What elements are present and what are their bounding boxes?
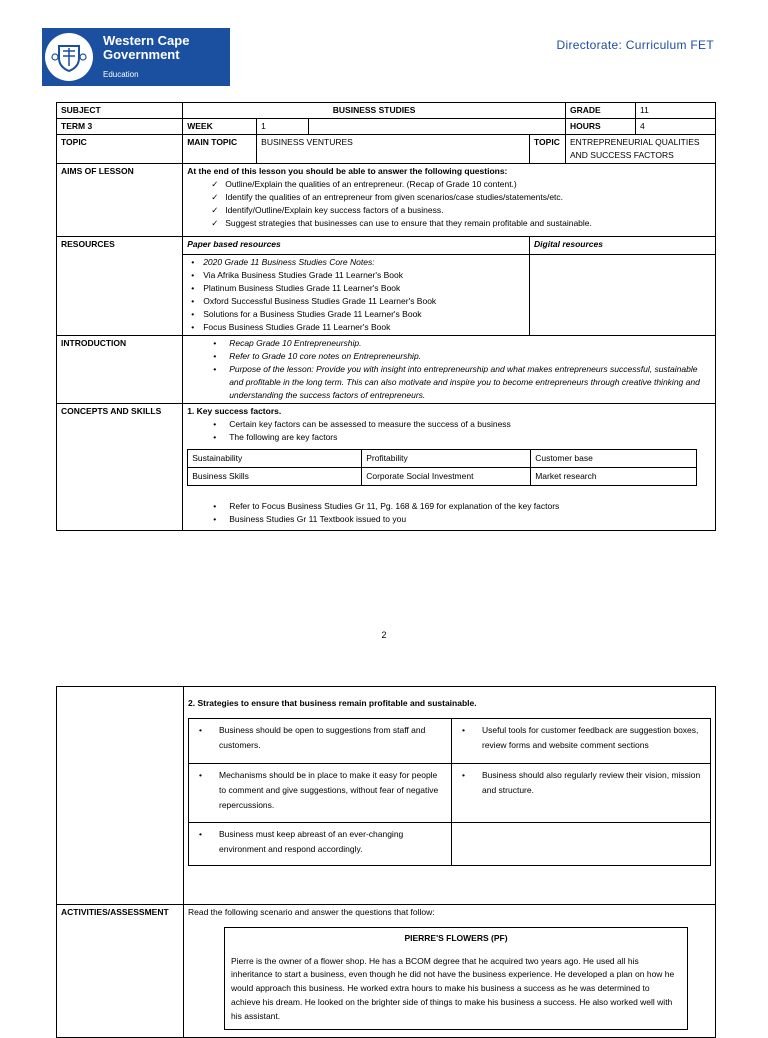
resource-item: • Platinum Business Studies Grade 11 Learner's Book <box>187 282 525 295</box>
factor-cell: Customer base <box>531 450 697 468</box>
aims-intro: At the end of this lesson you should be able to answer the following questions: <box>187 166 508 176</box>
concept-item: • The following are key factors <box>209 431 711 444</box>
hours-label: HOURS <box>566 119 636 135</box>
factor-cell: Corporate Social Investment <box>362 468 531 486</box>
empty-cell <box>309 119 566 135</box>
factor-cell: Business Skills <box>188 468 362 486</box>
digital-resources-label: Digital resources <box>530 237 716 255</box>
lesson-plan-table-page-2 <box>56 686 716 1038</box>
strategy-item: • Useful tools for customer feedback are suggestion boxes, review forms and website comment sections <box>458 723 704 753</box>
reference-item: • Refer to Focus Business Studies Gr 11, Pg. 168 & 169 for explanation of the key factors <box>209 500 711 513</box>
scenario-box <box>224 927 688 1030</box>
resource-item: • Solutions for a Business Studies Grade 11 Learner's Book <box>187 308 525 321</box>
grade-value: 11 <box>635 103 715 119</box>
logo-line-1: Western Cape <box>103 32 190 48</box>
strategies-row <box>57 687 716 905</box>
empty-strategy-cell <box>452 823 711 866</box>
subject-value: BUSINESS STUDIES <box>183 103 566 119</box>
subject-label: SUBJECT <box>57 103 183 119</box>
resource-item: • 2020 Grade 11 Business Studies Core Notes: <box>187 256 525 269</box>
week-value: 1 <box>257 119 309 135</box>
topic2-value: ENTREPRENEURIAL QUALITIES AND SUCCESS FACTORS <box>566 135 716 164</box>
concepts-list <box>209 418 711 444</box>
grade-label: GRADE <box>566 103 636 119</box>
strategies-heading: 2. Strategies to ensure that business remain profitable and sustainable. <box>188 698 477 708</box>
factor-cell: Sustainability <box>188 450 362 468</box>
intro-item: • Refer to Grade 10 core notes on Entrepreneurship. <box>209 350 711 363</box>
term-label: TERM 3 <box>57 119 183 135</box>
strategies-table <box>188 718 711 866</box>
subject-row <box>57 103 716 119</box>
aims-list <box>209 178 711 230</box>
strategies-label-cell <box>57 687 184 905</box>
wcg-logo <box>42 28 230 86</box>
resources-label: RESOURCES <box>57 237 183 336</box>
aim-item: ✓ Identify the qualities of an entrepreneur from given scenarios/case studies/statements/etc. <box>209 191 711 204</box>
week-label: WEEK <box>183 119 257 135</box>
topic2-label: TOPIC <box>530 135 566 164</box>
key-factors-table <box>187 449 697 486</box>
factor-cell: Market research <box>531 468 697 486</box>
lesson-plan-table <box>56 102 716 531</box>
introduction-label: INTRODUCTION <box>57 336 183 404</box>
resource-item: • Oxford Successful Business Studies Grade 11 Learner's Book <box>187 295 525 308</box>
aims-row <box>57 164 716 237</box>
main-topic-label: MAIN TOPIC <box>183 135 257 164</box>
logo-line-3: Education <box>103 70 139 80</box>
factor-cell: Profitability <box>362 450 531 468</box>
strategy-item: • Business should be open to suggestions from staff and customers. <box>195 723 445 753</box>
hours-value: 4 <box>635 119 715 135</box>
directorate-label: Directorate: Curriculum FET <box>556 38 714 52</box>
strategy-item: • Business must keep abreast of an ever-changing environment and respond accordingly. <box>195 827 445 857</box>
scenario-title: PIERRE'S FLOWERS (PF) <box>404 933 508 943</box>
introduction-row <box>57 336 716 404</box>
activities-row <box>57 905 716 1038</box>
page-number: 2 <box>381 630 387 640</box>
topic-label: TOPIC <box>57 135 183 164</box>
activities-intro: Read the following scenario and answer the questions that follow: <box>188 907 435 917</box>
activities-label: ACTIVITIES/ASSESSMENT <box>57 905 184 1038</box>
concepts-heading: 1. Key success factors. <box>187 406 282 416</box>
paper-resources-label: Paper based resources <box>183 237 530 255</box>
coat-of-arms-icon <box>45 33 93 81</box>
aims-label: AIMS OF LESSON <box>57 164 183 237</box>
resources-header-row <box>57 237 716 255</box>
concepts-row <box>57 404 716 531</box>
strategy-item: • Mechanisms should be in place to make it easy for people to comment and give suggestions, without fear of negative repercussions. <box>195 768 445 813</box>
resource-item: • Via Afrika Business Studies Grade 11 Learner's Book <box>187 269 525 282</box>
introduction-list <box>209 337 711 402</box>
scenario-text: Pierre is the owner of a flower shop. He has a BCOM degree that he acquired two years ago. He used all his inheritance to start a business, even though he did not have the business experience. He developed a plan on how he would approach this business. He worked extra hours to make his business a success as he was determined to achieve his dream. He looked on the brighter side of things to make his business a success. He also worked well with his assistant. <box>231 955 675 1021</box>
aim-item: ✓ Suggest strategies that businesses can use to ensure that they remain profitable and sustainable. <box>209 217 711 230</box>
reference-item: • Business Studies Gr 11 Textbook issued to you <box>209 513 711 526</box>
topic-row <box>57 135 716 164</box>
concept-item: • Certain key factors can be assessed to measure the success of a business <box>209 418 711 431</box>
main-topic-value: BUSINESS VENTURES <box>257 135 530 164</box>
intro-item: • Purpose of the lesson: Provide you with insight into entrepreneurship and what makes entrepreneurs successful, sustainable and profitable in the long term. This can also motivate and inspire you to become entrepreneurs through creative thinking and understanding the success factors of entrepreneurs. <box>209 363 711 402</box>
resource-item: • Focus Business Studies Grade 11 Learner's Book <box>187 321 525 334</box>
resources-list <box>187 256 525 334</box>
logo-line-2: Government <box>103 47 180 63</box>
concepts-label: CONCEPTS AND SKILLS <box>57 404 183 531</box>
term-row <box>57 119 716 135</box>
references-list <box>209 500 711 526</box>
aim-item: ✓ Outline/Explain the qualities of an entrepreneur. (Recap of Grade 10 content.) <box>209 178 711 191</box>
aim-item: ✓ Identify/Outline/Explain key success factors of a business. <box>209 204 711 217</box>
intro-item: • Recap Grade 10 Entrepreneurship. <box>209 337 711 350</box>
strategy-item: • Business should also regularly review their vision, mission and structure. <box>458 768 704 798</box>
digital-resources-cell <box>530 255 716 336</box>
